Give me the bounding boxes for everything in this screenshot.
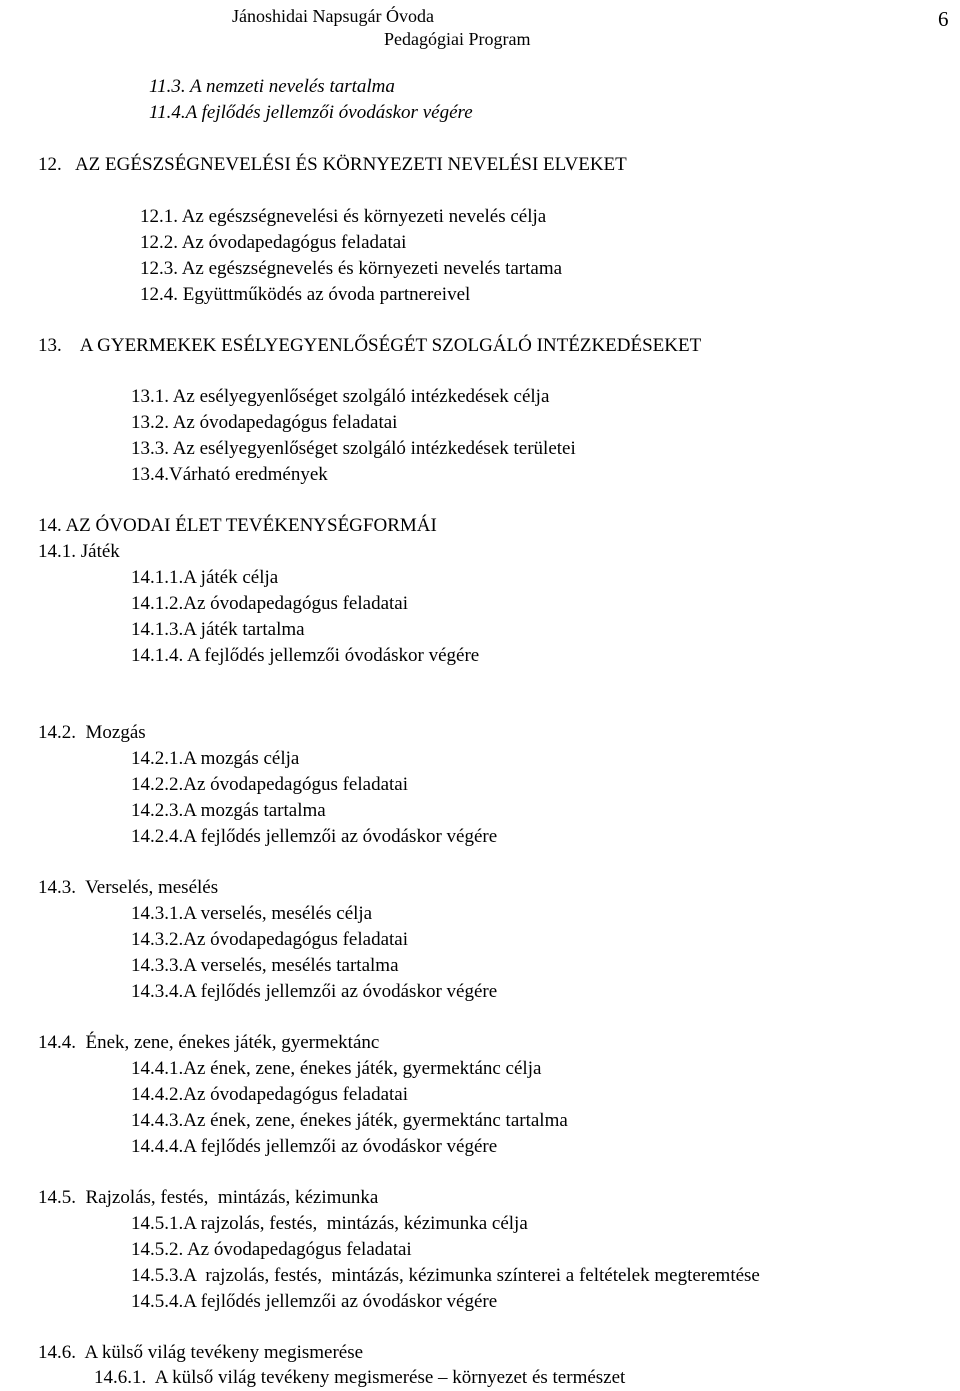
toc-entry: 14.2.3.A mozgás tartalma: [131, 800, 326, 821]
toc-entry: 14.3.1.A verselés, mesélés célja: [131, 903, 373, 924]
toc-entry: 14.6.1. A külső világ tevékeny megismerése – környezet és természet: [94, 1367, 626, 1388]
toc-entry: 14.2.2.Az óvodapedagógus feladatai: [131, 774, 408, 795]
toc-entry: 11.4.A fejlődés jellemzői óvodáskor végére: [149, 102, 473, 123]
toc-entry: 14.5.3.A rajzolás, festés, mintázás, kézimunka színterei a feltételek megteremtése: [131, 1265, 760, 1286]
toc-entry: 13.4.Várható eredmények: [131, 464, 328, 485]
toc-chapter-heading: 13. A GYERMEKEK ESÉLYEGYENLŐSÉGÉT SZOLGÁLÓ INTÉZKEDÉSEKET: [38, 335, 702, 356]
toc-entry: 14.4.2.Az óvodapedagógus feladatai: [131, 1084, 408, 1105]
toc-entry: 14.3.4.A fejlődés jellemzői az óvodáskor végére: [131, 981, 498, 1002]
toc-entry: 11.3. A nemzeti nevelés tartalma: [149, 76, 395, 97]
toc-entry: 14.1.1.A játék célja: [131, 567, 279, 588]
toc-section-heading: 14.1. Játék: [38, 541, 120, 562]
toc-entry: 13.3. Az esélyegyenlőséget szolgáló intézkedések területei: [131, 438, 576, 459]
toc-entry: 14.4.4.A fejlődés jellemzői az óvodáskor végére: [131, 1136, 498, 1157]
toc-entry: 14.5.4.A fejlődés jellemzői az óvodáskor végére: [131, 1291, 498, 1312]
toc-entry: 14.5.2. Az óvodapedagógus feladatai: [131, 1239, 412, 1260]
toc-entry: 14.2.1.A mozgás célja: [131, 748, 300, 769]
header-institution: Jánoshidai Napsugár Óvoda: [232, 6, 434, 26]
toc-entry: 13.2. Az óvodapedagógus feladatai: [131, 412, 398, 433]
toc-entry: 14.1.3.A játék tartalma: [131, 619, 305, 640]
toc-section-heading: 14.6. A külső világ tevékeny megismerése: [38, 1342, 364, 1363]
toc-section-heading: 14.3. Verselés, mesélés: [38, 877, 219, 898]
toc-entry: 12.1. Az egészségnevelési és környezeti nevelés célja: [140, 206, 547, 227]
toc-entry: 14.5.1.A rajzolás, festés, mintázás, kézimunka célja: [131, 1213, 528, 1234]
toc-entry: 14.1.2.Az óvodapedagógus feladatai: [131, 593, 408, 614]
toc-entry: 12.4. Együttműködés az óvoda partnereivel: [140, 284, 471, 305]
toc-section-heading: 14.2. Mozgás: [38, 722, 146, 743]
toc-entry: 12.2. Az óvodapedagógus feladatai: [140, 232, 407, 253]
toc-chapter-heading: 12. AZ EGÉSZSÉGNEVELÉSI ÉS KÖRNYEZETI NEVELÉSI ELVEKET: [38, 154, 627, 175]
header-document-title: Pedagógiai Program: [384, 29, 531, 49]
toc-entry: 14.4.3.Az ének, zene, énekes játék, gyermektánc tartalma: [131, 1110, 568, 1131]
toc-section-heading: 14.5. Rajzolás, festés, mintázás, kézimunka: [38, 1187, 379, 1208]
toc-entry: 14.1.4. A fejlődés jellemzői óvodáskor végére: [131, 645, 480, 666]
toc-chapter-heading: 14. AZ ÓVODAI ÉLET TEVÉKENYSÉGFORMÁI: [38, 515, 437, 536]
toc-entry: 14.2.4.A fejlődés jellemzői az óvodáskor végére: [131, 826, 498, 847]
toc-entry: 12.3. Az egészségnevelés és környezeti nevelés tartama: [140, 258, 563, 279]
toc-entry: 14.4.1.Az ének, zene, énekes játék, gyermektánc célja: [131, 1058, 542, 1079]
page-number: 6: [938, 7, 949, 31]
toc-entry: 14.3.3.A verselés, mesélés tartalma: [131, 955, 399, 976]
toc-entry: 14.3.2.Az óvodapedagógus feladatai: [131, 929, 408, 950]
toc-section-heading: 14.4. Ének, zene, énekes játék, gyermektánc: [38, 1032, 380, 1053]
toc-entry: 13.1. Az esélyegyenlőséget szolgáló intézkedések célja: [131, 386, 550, 407]
